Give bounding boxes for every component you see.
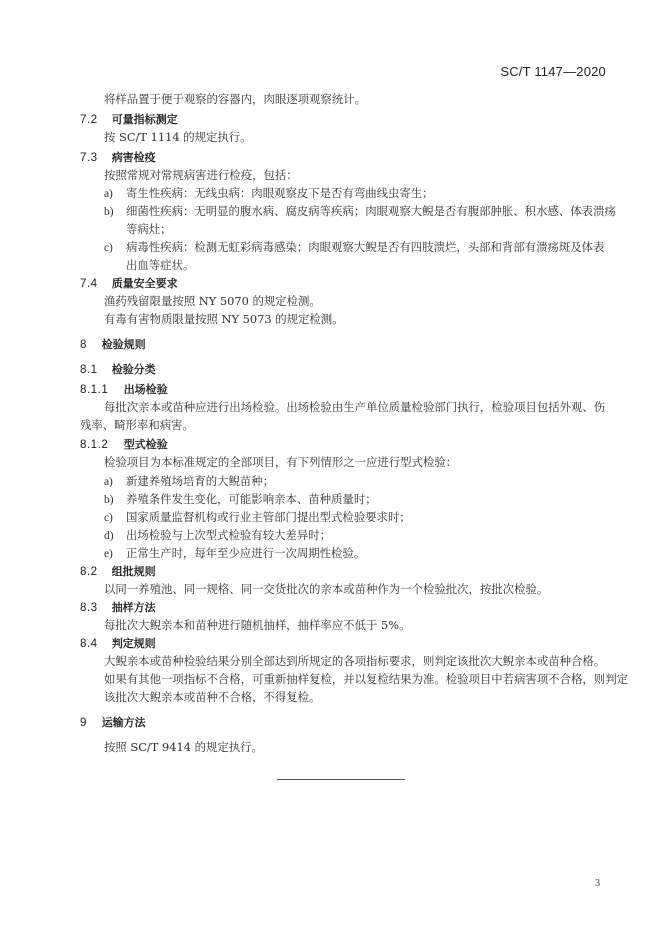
- list-marker: c): [104, 512, 113, 524]
- list-marker: a): [104, 188, 113, 200]
- paragraph-line: 渔药残留限量按照 NY 5070 的规定检测。: [104, 294, 321, 308]
- section-heading-7-4: [80, 276, 178, 291]
- list-item-text: 养殖条件发生变化，可能影响亲本、苗种质量时；: [126, 492, 377, 506]
- section-title: 质量安全要求: [111, 277, 178, 290]
- section-heading-8-4: [80, 636, 156, 651]
- section-number: 7.3: [80, 151, 98, 164]
- list-item-continuation: 等病灶；: [126, 222, 172, 236]
- paragraph-line: 按照 SC/T 9414 的规定执行。: [104, 740, 263, 754]
- section-number: 8.1.1: [80, 383, 109, 396]
- list-item: [104, 546, 365, 561]
- section-heading-8-1: [80, 362, 156, 377]
- list-marker: b): [104, 494, 114, 506]
- list-item: [104, 510, 411, 525]
- paragraph-line: 以同一养殖池、同一规格、同一交货批次的亲本或苗种作为一个检验批次，按批次检验。: [104, 582, 549, 596]
- section-number: 8: [80, 338, 87, 351]
- list-item-continuation: 出血等症状。: [126, 258, 195, 272]
- section-title: 可量指标测定: [111, 113, 178, 126]
- section-title: 型式检验: [123, 438, 168, 451]
- section-title: 组批规则: [111, 565, 156, 578]
- paragraph-line: 该批次大鲵亲本或苗种不合格，不得复检。: [104, 690, 321, 704]
- list-marker: e): [104, 548, 113, 560]
- list-item: [104, 492, 377, 507]
- section-title: 出场检验: [123, 383, 168, 396]
- section-title: 检验分类: [111, 363, 156, 376]
- list-item: [104, 186, 434, 201]
- list-item: [104, 528, 331, 543]
- section-heading-7-2: [80, 112, 178, 127]
- list-item-text: 细菌性疾病：无明显的腹水病、腐皮病等疾病；肉眼观察大鲵是否有腹部肿胀、积水感、体表溃疡: [126, 204, 616, 218]
- paragraph-line: 大鲵亲本或苗种检验结果分别全部达到所规定的各项指标要求，则判定该批次大鲵亲本或苗种合格。: [104, 654, 606, 668]
- list-item-text: 国家质量监督机构或行业主管部门提出型式检验要求时；: [126, 510, 411, 524]
- section-number: 7.2: [80, 113, 98, 126]
- list-marker: b): [104, 206, 114, 218]
- paragraph-line: 将样品置于便于观察的容器内，肉眼逐项观察统计。: [104, 92, 366, 106]
- section-number: 8.1: [80, 363, 98, 376]
- section-title: 检验规则: [101, 338, 146, 351]
- section-heading-8-2: [80, 564, 156, 579]
- section-number: 8.4: [80, 637, 98, 650]
- page-number: 3: [595, 878, 600, 889]
- section-number: 8.2: [80, 565, 98, 578]
- section-heading-8-1-1: [80, 382, 168, 397]
- list-item: [104, 204, 616, 219]
- list-marker: c): [104, 242, 113, 254]
- section-number: 9: [80, 716, 87, 729]
- list-item: [104, 474, 274, 489]
- list-item-text: 出场检验与上次型式检验有较大差异时；: [126, 528, 332, 542]
- section-heading-8-1-2: [80, 437, 168, 452]
- section-number: 8.3: [80, 601, 98, 614]
- section-title: 判定规则: [111, 637, 156, 650]
- section-heading-8-3: [80, 600, 156, 615]
- paragraph-line: 残率、畸形率和病害。: [80, 418, 194, 432]
- section-number: 8.1.2: [80, 438, 109, 451]
- list-item-text: 新建养殖场培育的大鲵苗种；: [126, 474, 275, 488]
- list-item-text: 病毒性疾病：检测无虹彩病毒感染；肉眼观察大鲵是否有四肢溃烂，头部和背部有溃疡斑及体表: [126, 240, 605, 254]
- list-item: [104, 240, 604, 255]
- end-rule: [277, 779, 405, 780]
- section-number: 7.4: [80, 277, 98, 290]
- paragraph-line: 每批次亲本或苗种应进行出场检验。出场检验由生产单位质量检验部门执行，检验项目包括外观、伤: [104, 400, 606, 414]
- section-heading-8: [80, 337, 146, 352]
- list-item-text: 寄生性疾病：无线虫病：肉眼观察皮下是否有弯曲线虫寄生；: [126, 186, 434, 200]
- list-item-text: 正常生产时，每年至少应进行一次周期性检验。: [126, 546, 366, 560]
- paragraph-line: 有毒有害物质限量按照 NY 5073 的规定检测。: [104, 312, 344, 326]
- section-heading-7-3: [80, 150, 156, 165]
- paragraph-line: 按 SC/T 1114 的规定执行。: [104, 130, 252, 144]
- list-marker: d): [104, 530, 114, 542]
- document-code: SC/T 1147—2020: [500, 64, 606, 79]
- section-title: 运输方法: [101, 716, 146, 729]
- paragraph-line: 按照常规对常规病害进行检疫，包括：: [104, 168, 298, 182]
- paragraph-line: 检验项目为本标准规定的全部项目，有下列情形之一应进行型式检验：: [104, 455, 458, 469]
- paragraph-line: 如果有其他一项指标不合格，可重新抽样复检，并以复检结果为准。检验项目中若病害项不合格，则判定: [104, 672, 628, 686]
- paragraph-line: 每批次大鲵亲本和苗种进行随机抽样，抽样率应不低于 5%。: [104, 618, 411, 632]
- section-title: 抽样方法: [111, 601, 156, 614]
- section-heading-9: [80, 715, 146, 730]
- section-title: 病害检疫: [111, 151, 156, 164]
- list-marker: a): [104, 476, 113, 488]
